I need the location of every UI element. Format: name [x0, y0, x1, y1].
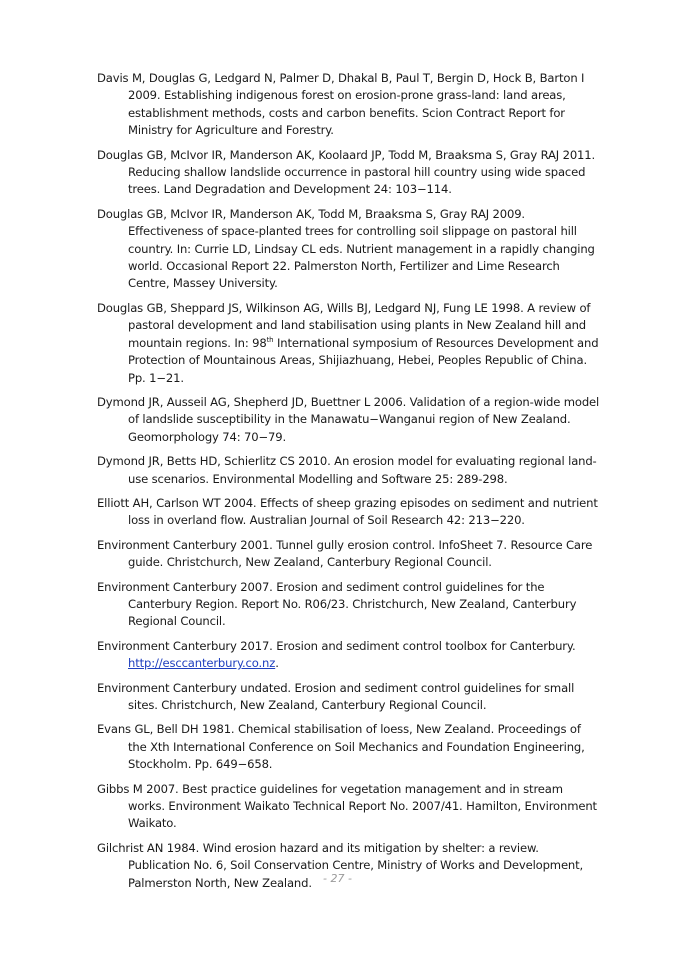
reference-entry	[97, 300, 602, 387]
reference-link[interactable]: http://esccanterbury.co.nz	[128, 656, 276, 671]
reference-list	[97, 70, 602, 899]
reference-text: International symposium of Resources Development and Protection of Mountainous Areas, Shijiazhuang, Hebei, Peoples Republic of China. Pp. 1−21.	[128, 335, 599, 385]
reference-entry: Douglas GB, McIvor IR, Manderson AK, Koolaard JP, Todd M, Braaksma S, Gray RAJ 2011. Reducing shallow landslide occurrence in pastoral hill country using wide spaced trees. Land Degradation and Development 24: 103−114.	[97, 147, 596, 197]
reference-text: Douglas GB, Sheppard JS, Wilkinson AG, Wills BJ, Ledgard NJ, Fung LE 1998. A review of pastoral development and land stabilisation using plants in New Zealand hill and mountain regions. In: 98	[97, 300, 591, 350]
reference-entry: Environment Canterbury undated. Erosion and sediment control guidelines for small sites. Christchurch, New Zealand, Canterbury Regional Council.	[97, 680, 575, 712]
reference-text: .	[275, 656, 279, 671]
reference-entry: Davis M, Douglas G, Ledgard N, Palmer D, Dhakal B, Paul T, Bergin D, Hock B, Barton I 2009. Establishing indigenous forest on erosion-prone grass-land: land areas, establishment methods, costs and carbon benefits. Scion Contract Report for Ministry for Agriculture and Forestry.	[97, 71, 585, 138]
reference-entry	[97, 638, 602, 673]
reference-text: Environment Canterbury 2017. Erosion and sediment control toolbox for Canterbury.	[97, 638, 576, 653]
reference-entry: Evans GL, Bell DH 1981. Chemical stabilisation of loess, New Zealand. Proceedings of the Xth International Conference on Soil Mechanics and Foundation Engineering, Stockholm. Pp. 649−658.	[97, 722, 585, 772]
reference-entry: Dymond JR, Betts HD, Schierlitz CS 2010. An erosion model for evaluating regional land-use scenarios. Environmental Modelling and Software 25: 289-298.	[97, 454, 597, 486]
reference-entry: Gibbs M 2007. Best practice guidelines for vegetation management and in stream works. Environment Waikato Technical Report No. 2007/41. Hamilton, Environment Waikato.	[97, 781, 597, 831]
reference-superscript: th	[266, 335, 274, 344]
reference-entry: Gilchrist AN 1984. Wind erosion hazard and its mitigation by shelter: a review. Publication No. 6, Soil Conservation Centre, Ministry of Works and Development, Palmerston North, New Zealand.	[97, 840, 584, 890]
reference-entry: Environment Canterbury 2007. Erosion and sediment control guidelines for the Canterbury Region. Report No. R06/23. Christchurch, New Zealand, Canterbury Regional Council.	[97, 579, 577, 629]
page-number: - 27 -	[323, 872, 352, 885]
reference-entry: Environment Canterbury 2001. Tunnel gully erosion control. InfoSheet 7. Resource Care guide. Christchurch, New Zealand, Canterbury Regional Council.	[97, 537, 593, 570]
reference-entry: Elliott AH, Carlson WT 2004. Effects of sheep grazing episodes on sediment and nutrient loss in overland flow. Australian Journal of Soil Research 42: 213−220.	[97, 495, 598, 528]
reference-entry: Douglas GB, McIvor IR, Manderson AK, Todd M, Braaksma S, Gray RAJ 2009. Effectiveness of space-planted trees for controlling soil slippage on pastoral hill country. In: Currie LD, Lindsay CL eds. Nutrient management in a rapidly changing world. Occasional Report 22. Palmerston North, Fertilizer and Lime Research Centre, Massey University.	[97, 206, 595, 291]
reference-entry: Dymond JR, Ausseil AG, Shepherd JD, Buettner L 2006. Validation of a region-wide model of landslide susceptibility in the Manawatu−Wanganui region of New Zealand. Geomorphology 74: 70−79.	[97, 394, 600, 444]
